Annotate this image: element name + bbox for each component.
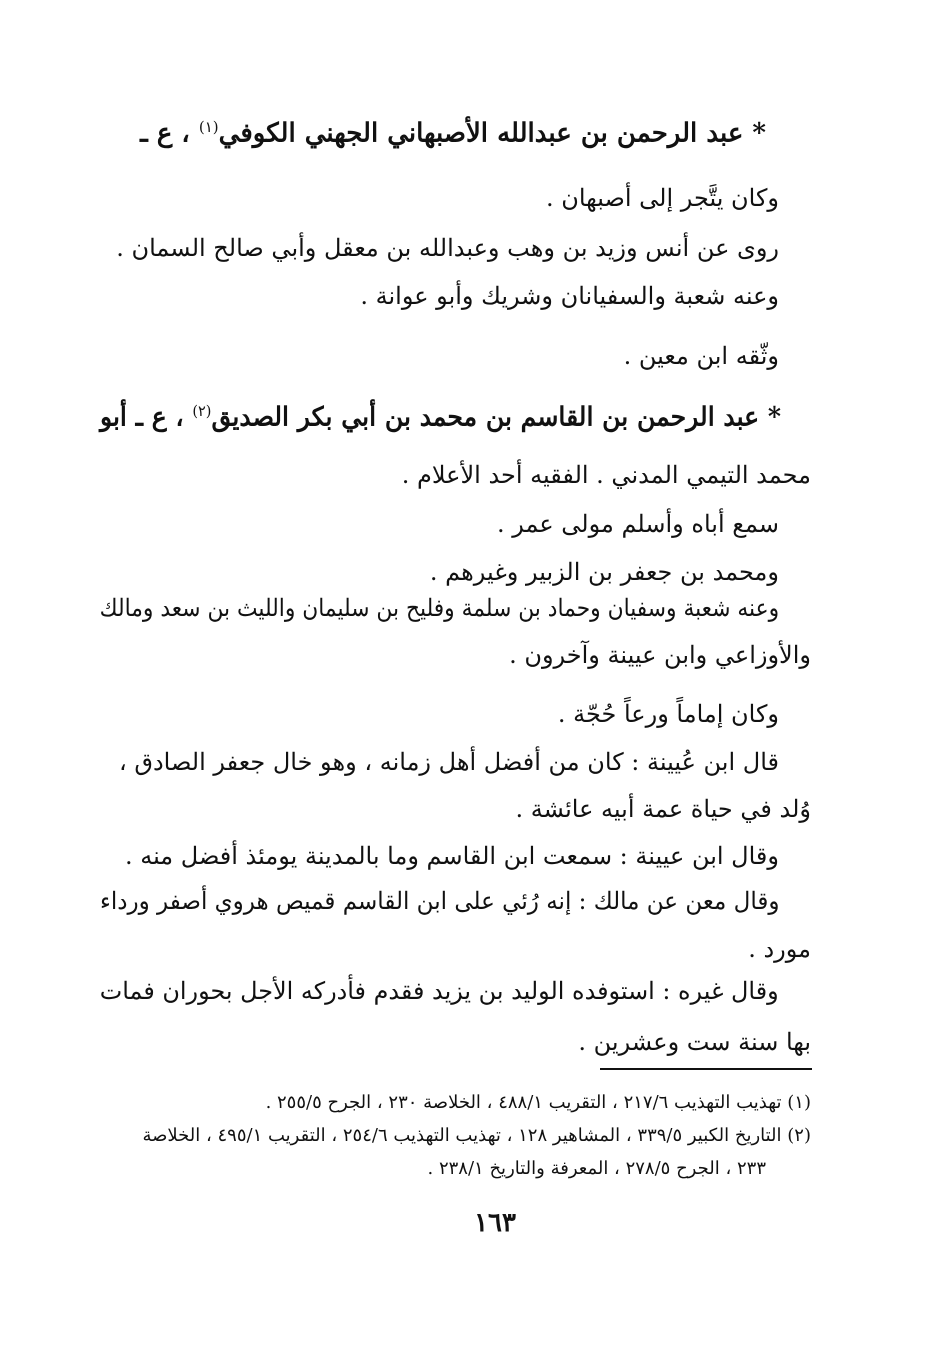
body-line: وكان يتَّجر إلى أصبهان .	[545, 184, 779, 212]
body-line: وقال غيره : استوفده الوليد بن يزيد فقدم فأدركه الأجل بحوران فمات	[100, 977, 779, 1005]
body-line: وقال ابن عيينة : سمعت ابن القاسم وما بالمدينة يومئذ أفضل منه .	[124, 842, 779, 870]
body-line: ومحمد بن جعفر بن الزبير وغيرهم .	[429, 558, 779, 586]
body-line: والأوزاعي وابن عيينة وآخرون .	[509, 641, 811, 669]
body-line: مورد .	[748, 935, 811, 963]
body-line: بها سنة ست وعشرين .	[578, 1028, 811, 1056]
entry-heading	[140, 118, 766, 150]
body-line: وعنه شعبة والسفيانان وشريك وأبو عوانة .	[360, 282, 779, 310]
entry-heading	[100, 402, 781, 434]
body-line: روى عن أنس وزيد بن وهب وعبدالله بن معقل وأبي صالح السمان .	[116, 234, 779, 262]
body-line: وكان إماماً ورعاً حُجّة .	[557, 700, 779, 728]
page-number: ١٦٣	[474, 1208, 516, 1238]
entry-heading-tail: ، ع ـ أبو	[99, 402, 184, 433]
footnote-ref: (١)	[198, 118, 219, 136]
body-line: وقال معن عن مالك : إنه رُئي على ابن القاسم قميص هروي أصفر ورداء	[99, 887, 779, 915]
body-line: وثّقه ابن معين .	[623, 342, 779, 370]
body-line: قال ابن عُيينة : كان من أفضل أهل زمانه ، وهو خال جعفر الصادق ،	[119, 748, 779, 776]
footnote: (٢) التاريخ الكبير ٣٣٩/٥ ، المشاهير ١٢٨ ، تهذيب التهذيب ٢٥٤/٦ ، التقريب ٤٩٥/١ ، الخلاصة	[142, 1125, 811, 1146]
body-line: سمع أباه وأسلم مولى عمر .	[496, 510, 779, 538]
footnote-ref: (٢)	[192, 402, 212, 420]
entry-heading-text: * عبد الرحمن بن عبدالله الأصبهاني الجهني الكوفي	[218, 118, 766, 149]
footnote-divider	[600, 1068, 812, 1070]
entry-heading-tail: ، ع ـ	[140, 118, 190, 149]
body-line: وعنه شعبة وسفيان وحماد بن سلمة وفليح بن سليمان والليث بن سعد ومالك	[99, 594, 779, 622]
footnote: (١) تهذيب التهذيب ٢١٧/٦ ، التقريب ٤٨٨/١ ، الخلاصة ٢٣٠ ، الجرح ٢٥٥/٥ .	[265, 1092, 811, 1113]
body-line: محمد التيمي المدني . الفقيه أحد الأعلام .	[401, 461, 811, 489]
footnote: ٢٣٣ ، الجرح ٢٧٨/٥ ، المعرفة والتاريخ ٢٣٨/١ .	[427, 1158, 766, 1179]
entry-heading-text: * عبد الرحمن بن القاسم بن محمد بن أبي بكر الصديق	[211, 402, 781, 433]
body-line: وُلد في حياة عمة أبيه عائشة .	[515, 795, 811, 823]
